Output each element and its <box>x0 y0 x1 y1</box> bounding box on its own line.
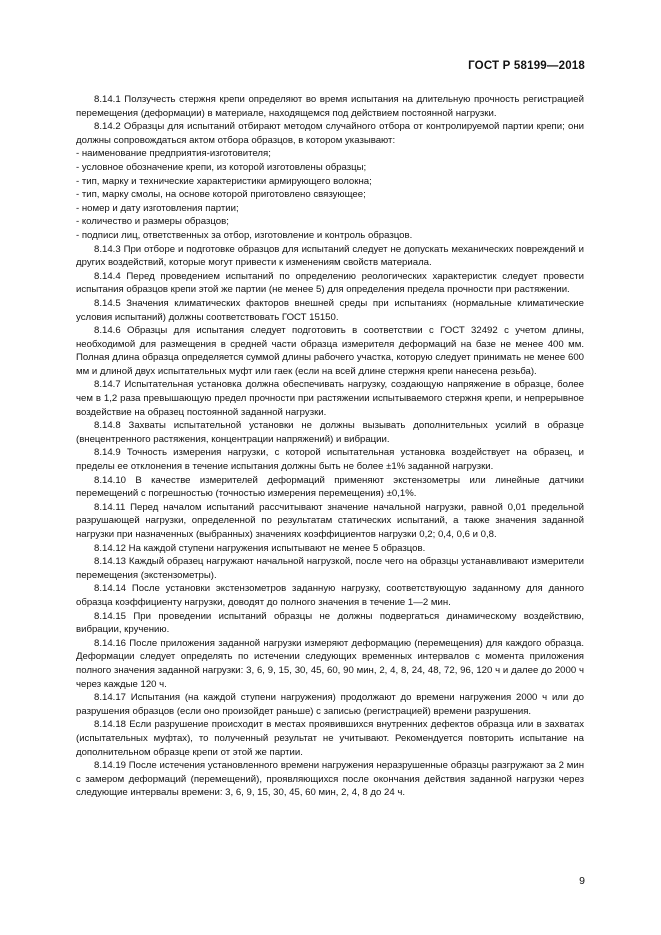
list-item: - наименование предприятия-изготовителя; <box>76 148 271 160</box>
paragraph-8-14-11: 8.14.11 Перед началом испытаний рассчитывают значение начальной нагрузки, равной 0,01 предельной разрушающей нагрузки, определенной по результатам статических испытаний, а также значения заданной нагрузки при назначенных (выбранных) значениях коэффициентов нагрузки 0,2; 0,4, 0,6 и 0,8. <box>76 501 584 540</box>
paragraph-8-14-17: 8.14.17 Испытания (на каждой ступени нагружения) продолжают до времени нагружения 2000 ч или до разрушения образцов (если оно произойдет раньше) с записью (регистрацией) времени разрушения. <box>76 692 584 717</box>
list-item: - тип, марку и технические характеристики армирующего волокна; <box>76 175 372 187</box>
paragraph-8-14-9: 8.14.9 Точность измерения нагрузки, с которой испытательная установка воздействует на образец, и пределы ее отклонения в течение испытания должны быть не более ±1% заданной нагрузки. <box>76 447 584 473</box>
list-item: - тип, марку смолы, на основе которой приготовлено связующее; <box>76 189 366 201</box>
page-number: 9 <box>579 875 585 887</box>
paragraph-8-14-8: 8.14.8 Захваты испытательной установки не должны вызывать дополнительных усилий в образце (внецентренного растяжения, концентрации напряжений) и вибрации. <box>76 420 584 445</box>
list-item: - номер и дату изготовления партии; <box>76 202 239 214</box>
paragraph-8-14-12: 8.14.12 На каждой ступени нагружения испытывают не менее 5 образцов. <box>94 542 426 554</box>
list-item: - подписи лиц, ответственных за отбор, изготовление и контроль образцов. <box>76 229 413 241</box>
list-item: - условное обозначение крепи, из которой изготовлены образцы; <box>76 161 367 173</box>
paragraph-8-14-15: 8.14.15 При проведении испытаний образцы не должны подвергаться динамическому воздействию, вибрации, кручению. <box>76 610 584 636</box>
list-item: - количество и размеры образцов; <box>76 216 229 228</box>
paragraph-8-14-7: 8.14.7 Испытательная установка должна обеспечивать нагрузку, создающую напряжение в образце, более чем в 1,2 раза превышающую предел прочности при растяжении испытываемого стержня крепи, и непрерывное воздействие на образец постоянной заданной нагрузки. <box>76 379 584 418</box>
paragraph-8-14-6: 8.14.6 Образцы для испытания следует подготовить в соответствии с ГОСТ 32492 с учетом длины, необходимой для размещения в средней части образца измерителя деформаций на базе не менее 400 мм. Полная длина образца определяется суммой длины рабочего участка, которую следует принимать не менее 600 мм и длиной двух испытательных муфт или гаек (если на всей длине стержня крепи нанесена резьба). <box>76 325 584 377</box>
paragraph-8-14-14: 8.14.14 После установки экстензометров заданную нагрузку, соответствующую заданному для данного образца коэффициенту нагрузки, доводят до полного значения в течение 1—2 мин. <box>76 583 584 608</box>
sampling-act-list <box>76 147 584 242</box>
paragraph-8-14-4: 8.14.4 Перед проведением испытаний по определению реологических характеристик следует провести испытания образцов крепи этой же партии (не менее 5) для определения предела прочности при растяжении. <box>76 270 584 296</box>
paragraph-8-14-16: 8.14.16 После приложения заданной нагрузки измеряют деформацию (перемещения) для каждого образца. Деформации следует определять по истечении следующих временных интервалов с момента приложения полного значения заданной нагрузки: 3, 6, 9, 15, 30, 45, 60, 90 мин, 2, 4, 8, 24, 48, 72, 96, 120 ч и далее до 2000 ч через каждые 120 ч. <box>76 637 584 690</box>
paragraph-8-14-3: 8.14.3 При отборе и подготовке образцов для испытаний следует не допускать механических повреждений и других воздействий, которые могут привести к изменениям свойств материала. <box>76 243 584 269</box>
paragraph-8-14-10: 8.14.10 В качестве измерителей деформаций применяют экстензометры или линейные датчики перемещений с погрешностью (точностью измерения перемещения) ±0,1%. <box>76 474 584 500</box>
document-body <box>76 93 584 800</box>
paragraph-8-14-13: 8.14.13 Каждый образец нагружают начальной нагрузкой, после чего на образцы устанавливают измерители перемещения (экстензометры). <box>76 556 584 581</box>
paragraph-8-14-19: 8.14.19 После истечения установленного времени нагружения неразрушенные образцы разгружают за 2 мин с замером деформаций (перемещений), проявляющихся после окончания действия заданной нагрузки через следующие интервалы времени: 3, 6, 9, 15, 30, 45, 60 мин, 2, 4, 8 до 24 ч. <box>76 760 584 799</box>
paragraph-8-14-2: 8.14.2 Образцы для испытаний отбирают методом случайного отбора от контролируемой партии крепи; они должны сопровождаться актом отбора образцов, в котором указывают: <box>76 121 584 146</box>
document-code: ГОСТ Р 58199—2018 <box>468 60 585 72</box>
paragraph-8-14-1: 8.14.1 Ползучесть стержня крепи определяют во время испытания на длительную прочность регистрацией перемещения (деформации) в материале, находящемся под действием постоянной нагрузки. <box>76 94 584 119</box>
paragraph-8-14-18: 8.14.18 Если разрушение происходит в местах проявившихся внутренних дефектов образца или в захватах (испытательных муфтах), то полученный результат не учитывают. Рекомендуется повторить испытание на дополнительном образце крепи от этой же партии. <box>76 719 584 758</box>
paragraph-8-14-5: 8.14.5 Значения климатических факторов внешней среды при испытаниях (нормальные климатические условия испытаний) должны соответствовать ГОСТ 15150. <box>76 297 584 323</box>
